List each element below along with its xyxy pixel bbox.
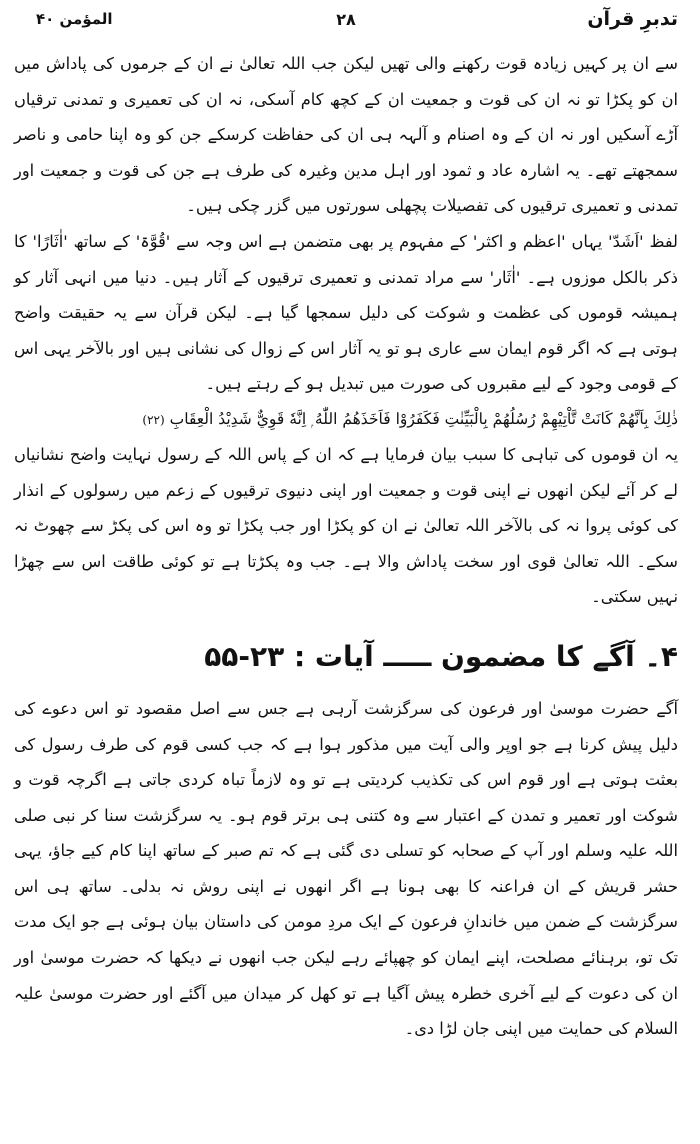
book-title: تدبرِ قرآن — [587, 8, 678, 30]
quran-verse — [14, 404, 678, 435]
paragraph-4: آگے حضرت موسیٰ اور فرعون کی سرگزشت آرہی ہے جس سے اصل مقصود تو اس دعوے کی دلیل پیش کرنا ہے جو اوپر والی آیت میں مذکور ہوا ہے کہ جب کسی قوم کی طرف رسول کی بعثت ہوتی ہے اور قوم اس کی تکذیب کردیتی ہے تو وہ لازماً تباہ کردی جاتی ہے اگرچہ قوت و شوکت اور تعمیر و تمدن کے اعتبار سے وہ کتنی ہی برتر قوم ہو۔ یہ سرگزشت سنا کر نبی صلی اللہ علیہ وسلم اور آپ کے صحابہ کو تسلی دی گئی ہے کہ تم صبر کے ساتھ اپنا کام کیے جاؤ، یہی حشر قریش کے ان فراعنہ کا بھی ہونا ہے اگر انھوں نے اپنی روش نہ بدلی۔ ساتھ ہی اس سرگزشت کے ضمن میں خاندانِ فرعون کے ایک مردِ مومن کی داستان بیان ہوئی ہے جو ایک مدت تک تو، برہنائے مصلحت، اپنے ایمان کو چھپائے رہے لیکن جب انھوں نے دیکھا کہ حضرت موسیٰ اور ان کی دعوت کے لیے آخری خطرہ پیش آگیا ہے تو کھل کر میدان میں آگئے اور حضرت موسیٰ علیہ السلام کی حمایت میں اپنی جان لڑا دی۔ — [14, 698, 678, 1039]
page-body — [14, 46, 678, 1047]
page-header — [14, 8, 678, 38]
verse-number: (۲۲) — [142, 412, 165, 427]
paragraph-1: سے ان پر کہیں زیادہ قوت رکھنے والی تھیں لیکن جب اللہ تعالیٰ نے ان کے جرموں کی پاداش میں ان کو پکڑا تو نہ ان کی قوت و جمعیت ان کے کچھ کام آسکی، نہ ان کی تعمیری و تمدنی ترقیاں آڑے آسکیں اور نہ ان کے وہ اصنام و آلہہ ہی ان کی حفاظت کرسکے جن کو وہ اپنا حامی و ناصر سمجھتے تھے۔ یہ اشارہ عاد و ثمود اور اہل مدین وغیرہ کی طرف ہے جن کی قوت و جمعیت اور تمدنی و تعمیری ترقیوں کی تفصیلات پچھلی سورتوں میں گزر چکی ہیں۔ — [14, 54, 678, 216]
paragraph-3: یہ ان قوموں کی تباہی کا سبب بیان فرمایا ہے کہ ان کے پاس اللہ کے رسول نہایت واضح نشانیاں لے کر آئے لیکن انھوں نے اپنی قوت و جمعیت اور اپنی دنیوی ترقیوں کے زعم میں رسولوں کے انذار کی کوئی پروا نہ کی بالآخر اللہ تعالیٰ نے ان کو پکڑا اور جب پکڑا تو وہ اس کی پکڑ سے چھوٹ نہ سکے۔ اللہ تعالیٰ قوی اور سخت پاداش والا ہے۔ جب وہ پکڑتا ہے تو کوئی طاقت اس سے چھڑا نہیں سکتی۔ — [14, 444, 678, 607]
verse-text: ذٰلِكَ بِاَنَّهُمْ كَانَتْ تَّاْتِيْهِمْ رُسُلُهُمْ بِالْبَيِّنٰتِ فَكَفَرُوْا فَاَخَذَهُمُ اللّٰهُ ۭ اِنَّهٗ قَوِيٌّ شَدِيْدُ الْعِقَابِ — [169, 409, 678, 428]
page-number: ۲۸ — [336, 10, 356, 29]
surah-name: المؤمن ۴۰ — [36, 10, 113, 28]
section-heading: ۴۔ آگے کا مضمون ـــــ آیات : ۲۳-۵۵ — [204, 639, 678, 673]
paragraph-2: لفظ 'اَشَدّ' یہاں 'اعظم و اکثر' کے مفہوم پر بھی متضمن ہے اس وجہ سے 'قُوَّۃ' کے ساتھ 'اٰثَارًا' کا ذکر بالکل موزوں ہے۔ 'اٰثَار' سے مراد تمدنی و تعمیری ترقیوں کے آثار ہیں۔ دنیا میں انہی آثار کو ہمیشہ قوموں کی عظمت و شوکت کی دلیل سمجھا گیا ہے۔ لیکن قرآن سے یہ حقیقت واضح ہوتی ہے کہ اگر قوم ایمان سے عاری ہو تو یہ آثار اس کے زوال کی نشانی ہیں اور بالآخر یہی اس کے قومی وجود کے لیے مقبروں کی صورت میں تبدیل ہو کے رہتے ہیں۔ — [14, 231, 678, 394]
